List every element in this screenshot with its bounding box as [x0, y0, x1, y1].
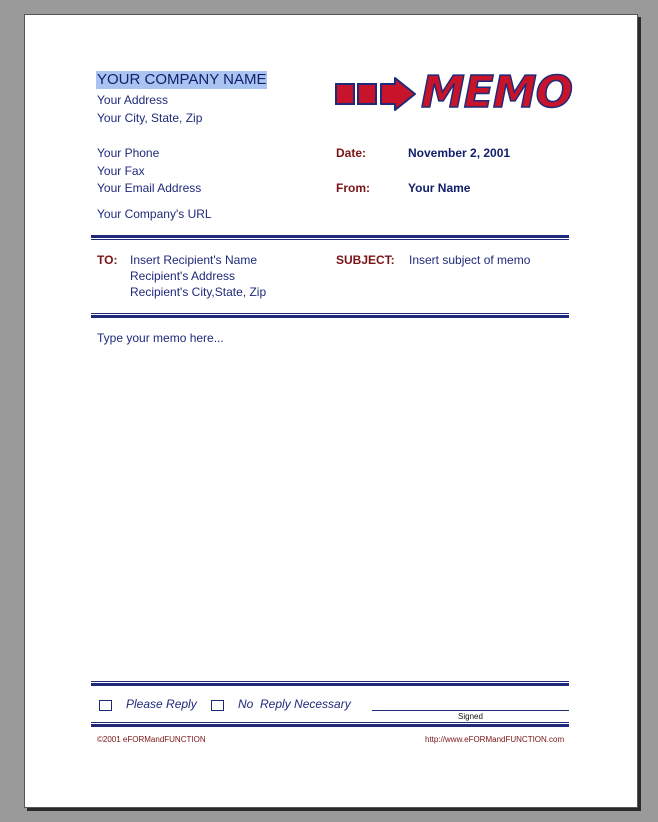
- sender-fax[interactable]: Your Fax: [97, 164, 145, 178]
- copyright-text: ©2001 eFORMandFUNCTION: [97, 735, 206, 744]
- footer-url-link[interactable]: http://www.eFORMandFUNCTION.com: [425, 735, 565, 744]
- memo-body[interactable]: Type your memo here...: [97, 331, 224, 345]
- recipient-address[interactable]: Recipient's Address: [130, 269, 236, 283]
- memo-page: [24, 14, 638, 808]
- subject-value[interactable]: Insert subject of memo: [409, 253, 531, 267]
- from-label: From:: [336, 181, 370, 195]
- date-value[interactable]: November 2, 2001: [408, 146, 511, 160]
- from-value[interactable]: Your Name: [408, 181, 471, 195]
- footer-divider-bottom: [91, 722, 569, 727]
- recipient-divider: [91, 313, 569, 318]
- to-label: TO:: [97, 253, 118, 267]
- sender-city-state-zip[interactable]: Your City, State, Zip: [97, 111, 203, 125]
- sender-phone[interactable]: Your Phone: [97, 146, 160, 160]
- header-divider: [91, 235, 569, 240]
- please-reply-checkbox[interactable]: [99, 700, 112, 711]
- sender-url[interactable]: Your Company's URL: [97, 207, 212, 221]
- subject-label: SUBJECT:: [336, 253, 395, 267]
- please-reply-label: Please Reply: [126, 697, 197, 711]
- arrow-right-icon: [335, 77, 417, 111]
- recipient-city-state-zip[interactable]: Recipient's City,State, Zip: [130, 285, 267, 299]
- date-label: Date:: [336, 146, 367, 160]
- signed-label: Signed: [458, 712, 483, 721]
- sender-email[interactable]: Your Email Address: [97, 181, 202, 195]
- recipient-name[interactable]: Insert Recipient's Name: [130, 253, 258, 267]
- no-reply-checkbox[interactable]: [211, 700, 224, 711]
- sender-address[interactable]: Your Address: [97, 93, 168, 107]
- footer-divider-top: [91, 681, 569, 686]
- company-name[interactable]: YOUR COMPANY NAME: [97, 71, 267, 88]
- no-reply-label: No Reply Necessary: [238, 697, 351, 711]
- signature-line[interactable]: [372, 710, 569, 711]
- memo-title: MEMO: [421, 67, 573, 118]
